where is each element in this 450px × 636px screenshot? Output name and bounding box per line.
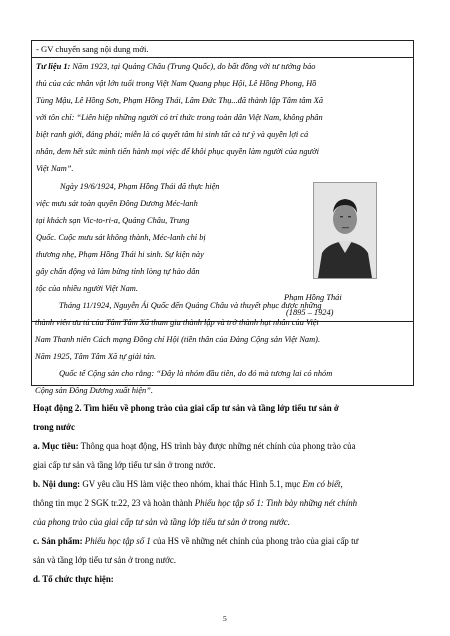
worksheet-title: Phiếu học tập số 1: Tình bày những nét chính [194,498,358,508]
transition-text: - GV chuyển sang nội dung mới. [36,44,149,54]
activity-heading-line-2: trong nước [33,422,75,432]
objective-line-1 [33,441,356,451]
page-number: 5 [223,614,227,623]
worksheet-title-cont: của phong trào của giai cấp tư sản và tầng lớp tiểu tư sản ở trong nước. [33,517,290,527]
comintern-line-2: Cộng sản Đông Dương xuất hiện”. [35,386,153,395]
content-table [31,40,414,322]
source-1-line-5: biệt ranh giới, đảng phái; miễn là có quyết tâm hi sinh tất cả tư ý và quyền lợi cá [36,130,309,139]
comintern-line-1: Quốc tế Cộng sản cho rằng: “Đây là nhóm đầu tiên, do đó mà tương lai có nhóm [59,369,333,378]
photo-caption: Phạm Hồng Thái [284,293,342,302]
source-1-line-7: Việt Nam”. [36,164,74,173]
objective-text: Thông qua hoạt động, HS trình bày được những nét chính của phong trào của [78,441,356,451]
content-line-3 [33,517,290,527]
nguyen-ai-quoc-line-1: Tháng 11/1924, Nguyễn Ái Quốc đến Quảng Châu và thuyết phục được những [59,301,322,310]
content-line-2 [33,498,357,508]
event-line-2: việc mưu sát toàn quyền Đông Dương Méc-lanh [36,199,198,208]
event-line-4: Quốc. Cuộc mưu sát không thành, Méc-lanh chỉ bị [36,233,206,242]
nguyen-ai-quoc-line-2: thành viên ưu tú của Tâm Tâm Xã tham gia thành lập và trở thành hạt nhân của Việt [35,318,319,327]
source-label: Tư liệu 1: [36,62,71,71]
product-text: của HS về những nét chính của phong trào của giai cấp tư [150,536,359,546]
portrait-photo [313,182,377,279]
source-1-line-6: nhân, đem hết sức mình tiến hành mọi việc để khôi phục quyền làm người của người [36,147,319,156]
content-line-1 [33,479,343,489]
event-line-7: tộc của nhiều người Việt Nam. [36,284,138,293]
source-1-text: Năm 1923, tại Quảng Châu (Trung Quốc), do bất đồng với tư tưởng bảo [70,62,316,71]
objective-line-2: giai cấp tư sản và tầng lớp tiểu tư sản ở trong nước. [33,460,216,470]
portrait-image [314,183,376,278]
content-text-2: thông tin mục 2 SGK tr.22, 23 và hoàn thành [33,498,195,508]
source-1-line-2: thủ của các nhân vật lớn tuổi trong Việt Nam Quang phục Hội, Lê Hồng Phong, Hồ [36,79,317,88]
event-line-1: Ngày 19/6/1924, Phạm Hồng Thái đã thực hiện [60,182,220,191]
photo-years: (1895 – 1924) [286,308,334,317]
event-line-6: gây chấn động và làm bừng tỉnh lòng tự hào dân [36,267,200,276]
product-worksheet: Phiếu học tập số 1 [82,536,151,546]
content-emphasis: Em có biết, [302,479,343,489]
source-1-line-1 [36,62,315,71]
table-row-transition [32,41,413,58]
product-line-2: sản và tầng lớp tiểu tư sản ở trong nước. [33,555,176,565]
nguyen-ai-quoc-line-3: Nam Thanh niên Cách mạng Đồng chí Hội (tiền thân của Đảng Cộng sản Việt Nam). [35,335,321,344]
product-line-1 [33,536,358,546]
content-label: b. Nội dung: [33,479,81,489]
content-text: GV yêu cầu HS làm việc theo nhóm, khai thác Hình 5.1, mục [80,479,303,489]
activity-heading-line-1: Hoạt động 2. Tìm hiểu về phong trào của giai cấp tư sản và tầng lớp tiểu tư sản ở [33,403,339,413]
source-1-line-4: với tôn chỉ: “Liên hiệp những người có trí thức trong toàn dân Việt Nam, không phân [36,113,323,122]
objective-label: a. Mục tiêu: [33,441,79,451]
product-label: c. Sản phẩm: [33,536,83,546]
procedure-label: d. Tổ chức thực hiện: [33,574,114,584]
nguyen-ai-quoc-line-4: Năm 1925, Tâm Tâm Xã tự giải tán. [35,352,157,361]
event-line-5: thương nhẹ, Phạm Hồng Thái hi sinh. Sự kiện này [36,250,204,259]
event-line-3: tại khách sạn Vic-to-ri-a, Quảng Châu, Trung [36,216,190,225]
source-1-line-3: Tùng Mậu, Lê Hồng Sơn, Phạm Hồng Thái, Lâm Đức Thụ...đã thành lập Tâm tâm Xã [36,96,324,105]
